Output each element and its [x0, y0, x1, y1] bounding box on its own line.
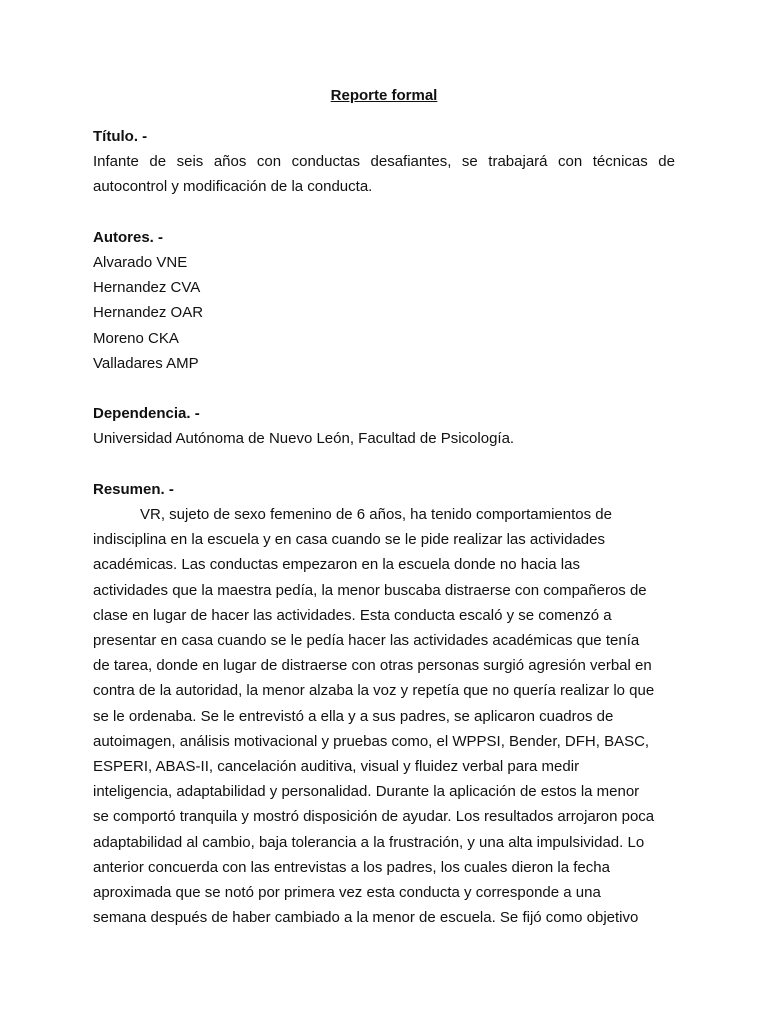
resumen-line: aproximada que se notó por primera vez esta conducta y corresponde a una [93, 884, 601, 902]
resumen-line: semana después de haber cambiado a la menor de escuela. Se fijó como objetivo [93, 909, 639, 927]
autores-label: Autores. - [93, 228, 164, 246]
author-name: Valladares AMP [93, 354, 199, 372]
resumen-line: contra de la autoridad, la menor alzaba la voz y repetía que no quería realizar lo que [93, 682, 655, 700]
dependencia-text: Universidad Autónoma de Nuevo León, Facultad de Psicología. [93, 430, 515, 448]
titulo-label: Título. - [93, 128, 148, 145]
author-name: Hernandez CVA [93, 279, 201, 297]
resumen-line: inteligencia, adaptabilidad y personalidad. Durante la aplicación de estos la menor [93, 783, 640, 801]
resumen-section [93, 477, 675, 931]
resumen-line: adaptabilidad al cambio, baja tolerancia a la frustración, y una alta impulsividad. Lo [93, 833, 645, 851]
titulo-section [93, 124, 675, 200]
resumen-label: Resumen. - [93, 480, 174, 498]
resumen-line: VR, sujeto de sexo femenino de 6 años, ha tenido comportamientos de [140, 506, 612, 523]
resumen-line: anterior concuerda con las entrevistas a los padres, los cuales dieron la fecha [93, 858, 610, 876]
resumen-line: indisciplina en la escuela y en casa cuando se le pide realizar las actividades [93, 531, 605, 549]
resumen-line: se le ordenaba. Se le entrevistó a ella y a sus padres, se aplicaron cuadros de [93, 707, 614, 725]
author-name: Alvarado VNE [93, 254, 188, 271]
report-body [93, 124, 675, 956]
resumen-line: de tarea, donde en lugar de distraerse con otras personas surgió agresión verbal en [93, 657, 652, 675]
titulo-text: Infante de seis años con conductas desafiantes, se trabajará con técnicas de autocontrol y modificación de la conducta. [93, 153, 675, 196]
dependencia-section [93, 401, 675, 451]
resumen-line: académicas. Las conductas empezaron en la escuela donde no hacia las [93, 556, 580, 574]
dependencia-label: Dependencia. - [93, 405, 200, 423]
author-name: Hernandez OAR [93, 304, 204, 322]
report-heading: Reporte formal [330, 87, 438, 104]
resumen-line: clase en lugar de hacer las actividades. Esta conducta escaló y se comenzó a [93, 606, 612, 624]
resumen-line: actividades que la maestra pedía, la menor buscaba distraerse con compañeros de [93, 581, 647, 599]
resumen-line: autoimagen, análisis motivacional y pruebas como, el WPPSI, Bender, DFH, BASC, [93, 732, 650, 750]
resumen-line: se comportó tranquila y mostró disposición de ayudar. Los resultados arrojaron poca [93, 808, 655, 826]
resumen-line: ESPERI, ABAS-II, cancelación auditiva, visual y fluidez verbal para medir [93, 758, 580, 776]
author-name: Moreno CKA [93, 329, 179, 347]
autores-section [93, 225, 675, 376]
resumen-line: presentar en casa cuando se le pedía hacer las actividades académicas que tenía [93, 632, 640, 650]
